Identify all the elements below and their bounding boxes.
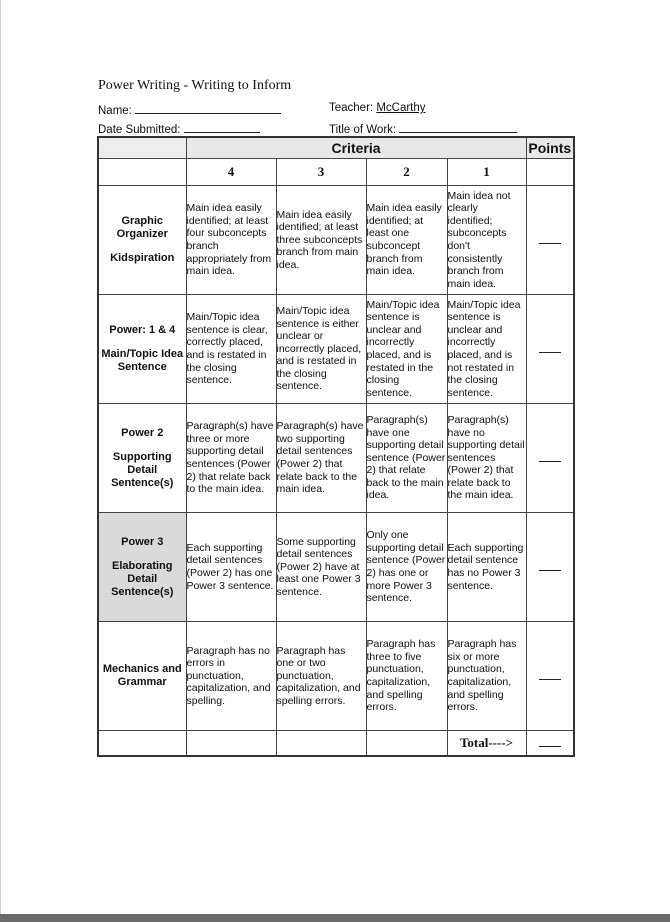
row-label [98, 622, 186, 731]
rubric-row-main-topic [98, 295, 574, 404]
criteria-cell-3: Main/Topic idea sentence is either unclear or incorrectly placed, and is restated in the closing sentence. [276, 295, 366, 404]
row-label-primary: Power 2 [121, 426, 164, 439]
teacher-value: McCarthy [376, 102, 426, 114]
criteria-cell-4: Paragraph(s) have three or more supporting detail sentences (Power 2) that relate back to the main idea. [186, 404, 276, 513]
row-label-primary: Mechanics and Grammar [102, 663, 182, 688]
rubric-table [97, 136, 575, 757]
criteria-cell-1: Main/Topic idea sentence is unclear and incorrectly placed, and is not restated in the closing sentence. [447, 295, 526, 404]
total-blank-cell [98, 731, 186, 757]
total-blank-line [539, 746, 561, 747]
criteria-cell-2: Main/Topic idea sentence is unclear and incorrectly placed, and is restated in the closing sentence. [366, 295, 447, 404]
criteria-cell-1: Main idea not clearly identified; subconcepts don't consistently branch from main idea. [447, 186, 526, 295]
scan-left-edge [0, 0, 1, 922]
name-label: Name: [98, 105, 132, 117]
criteria-cell-2: Paragraph has three to five punctuation, capitalization, and spelling errors. [366, 622, 447, 731]
score-header-blank [98, 159, 186, 186]
criteria-cell-2: Only one supporting detail sentence (Power 2) has one or more Power 3 sentence. [366, 513, 447, 622]
criteria-cell-2: Paragraph(s) have one supporting detail sentence (Power 2) that relate back to the main idea. [366, 404, 447, 513]
criteria-cell-3: Main idea easily identified; at least three subconcepts branch from main idea. [276, 186, 366, 295]
date-blank[interactable] [184, 121, 260, 133]
points-cell[interactable] [526, 295, 574, 404]
points-cell[interactable] [526, 186, 574, 295]
criteria-cell-1: Paragraph(s) have no supporting detail sentences (Power 2) that relate back to the main idea. [447, 404, 526, 513]
work-title-label: Title of Work: [329, 124, 397, 136]
total-blank-cell [276, 731, 366, 757]
points-cell[interactable] [526, 513, 574, 622]
row-label-secondary: Kidspiration [110, 252, 175, 264]
points-blank-line [539, 352, 561, 353]
score-3-header: 3 [276, 159, 366, 186]
criteria-cell-4: Main idea easily identified; at least four subconcepts branch appropriately from main idea. [186, 186, 276, 295]
date-field [98, 121, 260, 136]
criteria-cell-4: Each supporting detail sentences (Power 2) has one Power 3 sentence. [186, 513, 276, 622]
name-blank[interactable] [135, 102, 281, 114]
total-points-cell[interactable] [526, 731, 574, 757]
row-label [98, 186, 186, 295]
points-blank-line [539, 570, 561, 571]
criteria-cell-3: Paragraph has one or two punctuation, capitalization, and spelling errors. [276, 622, 366, 731]
points-header: Points [526, 137, 574, 159]
score-2-header: 2 [366, 159, 447, 186]
criteria-cell-3: Some supporting detail sentences (Power 2) have at least one Power 3 sentence. [276, 513, 366, 622]
row-label [98, 513, 186, 622]
rubric-row-mechanics [98, 622, 574, 731]
name-field [98, 102, 281, 117]
row-label [98, 404, 186, 513]
total-row [98, 731, 574, 757]
points-blank-line [539, 461, 561, 462]
row-label [98, 295, 186, 404]
header-row [98, 137, 574, 159]
points-blank-line [539, 679, 561, 680]
score-1-header: 1 [447, 159, 526, 186]
date-label: Date Submitted: [98, 124, 181, 136]
row-label-primary: Power: 1 & 4 [109, 324, 176, 336]
scan-bottom-edge [0, 914, 670, 922]
total-label: Total----> [447, 731, 526, 757]
score-header-row [98, 159, 574, 186]
points-blank-line [539, 243, 561, 244]
criteria-cell-4: Main/Topic idea sentence is clear, correctly placed, and is restated in the closing sentence. [186, 295, 276, 404]
criteria-cell-1: Paragraph has six or more punctuation, capitalization, and spelling errors. [447, 622, 526, 731]
work-title-field [329, 121, 517, 136]
criteria-header: Criteria [186, 137, 526, 159]
total-blank-cell [186, 731, 276, 757]
rubric-row-elaborating-detail [98, 513, 574, 622]
points-cell[interactable] [526, 404, 574, 513]
points-cell[interactable] [526, 622, 574, 731]
points-blank [526, 159, 574, 186]
criteria-cell-4: Paragraph has no errors in punctuation, capitalization, and spelling. [186, 622, 276, 731]
criteria-cell-1: Each supporting detail sentence has no Power 3 sentence. [447, 513, 526, 622]
row-label-secondary: Elaborating Detail Sentence(s) [111, 559, 174, 598]
row-label-primary: Graphic Organizer [116, 215, 168, 240]
criteria-cell-2: Main idea easily identified; at least one subconcept branch from main idea. [366, 186, 447, 295]
total-blank-cell [366, 731, 447, 757]
criteria-cell-3: Paragraph(s) have two supporting detail sentences (Power 2) that relate back to the main idea. [276, 404, 366, 513]
header-corner-cell [98, 137, 186, 159]
work-title-blank[interactable] [399, 121, 517, 133]
rubric-row-supporting-detail [98, 404, 574, 513]
rubric-row-graphic-organizer [98, 186, 574, 295]
teacher-label: Teacher: [329, 102, 374, 114]
score-4-header: 4 [186, 159, 276, 186]
row-label-primary: Power 3 [121, 535, 164, 548]
row-label-secondary: Main/Topic Idea Sentence [101, 348, 184, 373]
row-label-secondary: Supporting Detail Sentence(s) [111, 450, 174, 489]
document-title: Power Writing - Writing to Inform [98, 78, 292, 93]
teacher-field [329, 102, 426, 114]
